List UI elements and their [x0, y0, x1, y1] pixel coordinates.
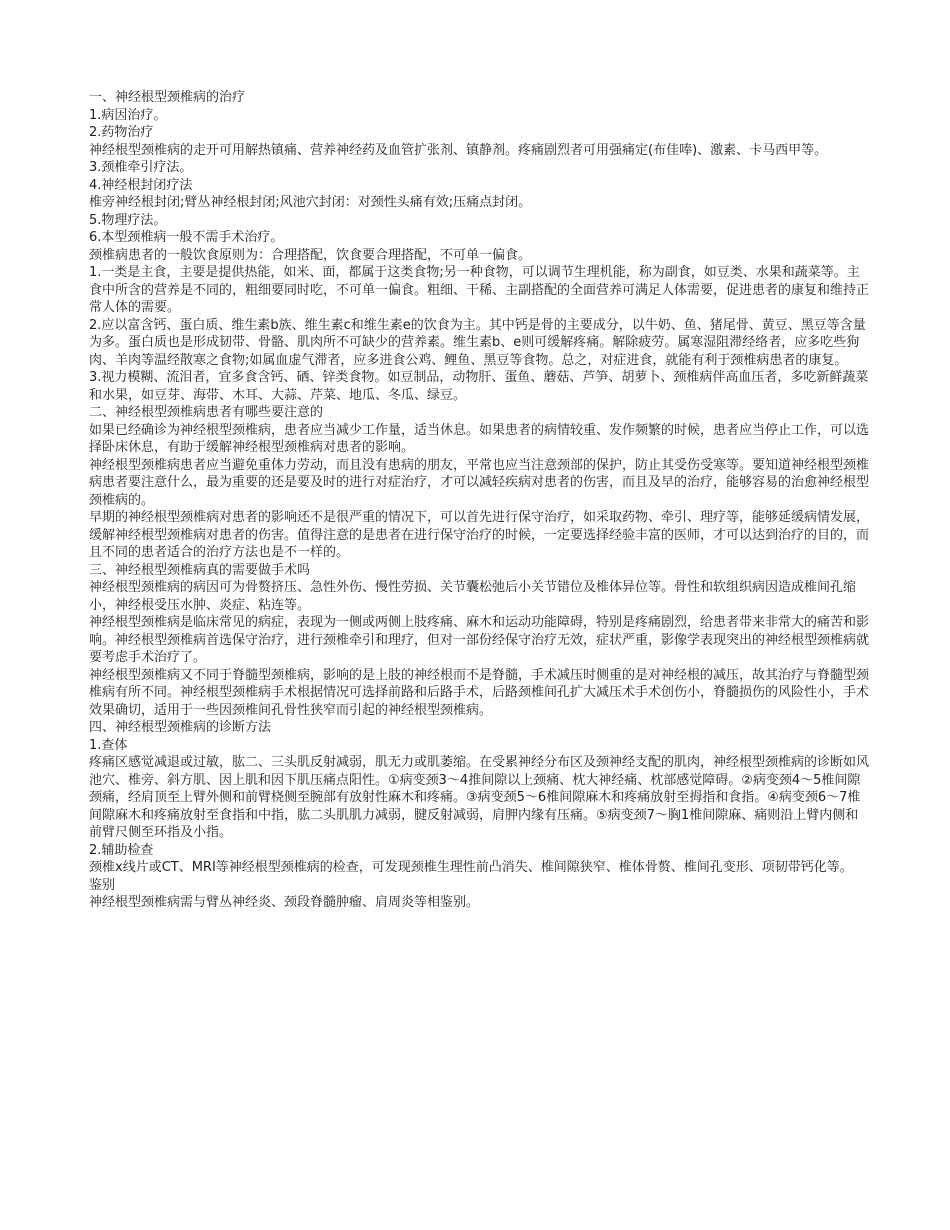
paragraph: 神经根型颈椎病需与臂丛神经炎、颈段脊髓肿瘤、肩周炎等相鉴别。: [89, 895, 480, 910]
paragraph: 颈椎x线片或CT、MRI等神经根型颈椎病的检查，可发现颈椎生理性前凸消失、椎间隙狭窄、椎体骨赘、椎间孔变形、项韧带钙化等。: [89, 860, 853, 875]
paragraph: 椎旁神经根封闭;臂丛神经根封闭;风池穴封闭：对颈性头痛有效;压痛点封闭。: [89, 195, 532, 210]
list-item: 2.药物治疗: [89, 125, 154, 140]
paragraph: 神经根型颈椎病是临床常见的病症，表现为一侧或两侧上肢疼痛、麻木和运动功能障碍，特别是疼痛剧烈，给患者带来非常大的痛苦和影响。神经根型颈椎病首选保守治疗，进行颈椎牵引和理疗，但对一部份经保守治疗无效，症状严重，影像学表现突出的神经根型颈椎病就要考虑手术治疗了。: [89, 615, 870, 665]
paragraph: 疼痛区感觉减退或过敏，肱二、三头肌反射减弱，肌无力或肌萎缩。在受累神经分布区及颈神经支配的肌肉，神经根型颈椎病的诊断如风池穴、椎旁、斜方肌、因上肌和因下肌压痛点阳性。①病变颈3～4推间隙以上颈痛、枕大神经痛、枕部感觉障碍。②病变颈4～5椎间隙颈痛，经肩顶至上臂外侧和前臂桡侧至腕部有放射性麻木和疼痛。③病变颈5～6椎间隙麻木和疼痛放射至拇指和食指。④病变颈6～7椎间隙麻木和疼痛放射至食指和中指，肱二头肌肌力减弱，腱反射减弱，肩胛内缘有压痛。⑤病变颈7～胸1椎间隙麻、痛则沿上臂内侧和前臂尺侧至环指及小指。: [89, 755, 870, 840]
paragraph: 神经根型颈椎病患者应当避免重体力劳动，而且没有患病的朋友，平常也应当注意颈部的保护，防止其受伤受寒等。要知道神经根型颈椎病患者要注意什么，最为重要的还是要及时的进行对症治疗，才可以减轻疾病对患者的伤害，而且及早的治疗，能够容易的治愈神经根型颈椎病的。: [89, 457, 870, 508]
list-item: 2.辅助检查: [89, 842, 154, 858]
subheading: 鉴别: [89, 877, 116, 893]
section-heading: 三、神经根型颈椎病真的需要做手术吗: [89, 562, 311, 578]
section-heading: 二、神经根型颈椎病患者有哪些要注意的: [89, 405, 324, 420]
list-item: 1.病因治疗。: [89, 107, 167, 123]
paragraph: 神经根型颈椎病的病因可为骨赘挤压、急性外伤、慢性劳损、关节囊松弛后小关节错位及椎体异位等。骨性和软组织病因造成椎间孔缩小，神经根受压水肿、炎症、粘连等。: [89, 580, 857, 613]
list-item: 5.物理疗法。: [89, 212, 167, 228]
list-item: 3.颈椎牵引疗法。: [89, 160, 193, 175]
list-item: 4.神经根封闭疗法: [89, 177, 193, 193]
section-heading: 一、神经根型颈椎病的治疗: [89, 90, 246, 105]
paragraph: 早期的神经根型颈椎病对患者的影响还不是很严重的情况下，可以首先进行保守治疗，如采取药物、牵引、理疗等，能够延缓病情发展，缓解神经根型颈椎病对患者的伤害。值得注意的是患者在进行保守治疗的时候，一定要选择经验丰富的医师，才可以达到治疗的目的，而且不同的患者适合的治疗方法也是不一样的。: [89, 510, 870, 560]
paragraph: 3.视力模糊、流泪者，宜多食含钙、硒、锌类食物。如豆制品，动物肝、蛋鱼、蘑菇、芦笋、胡萝卜、颈椎病伴高血压者，多吃新鲜蔬菜和水果，如豆芽、海带、木耳、大蒜、芹菜、地瓜、冬瓜、绿豆。: [89, 370, 869, 403]
paragraph: 2.应以富含钙、蛋白质、维生素b族、维生素c和维生素e的饮食为主。其中钙是骨的主要成分，以牛奶、鱼、猪尾骨、黄豆、黑豆等含量为多。蛋白质也是形成韧带、骨骼、肌肉所不可缺少的营养素。维生素b、e则可缓解疼痛。解除疲劳。属寒湿阻滞经络者，应多吃些狗肉、羊肉等温经散寒之食物;如属血虚气滞者，应多进食公鸡、鲤鱼、黑豆等食物。总之，对症进食，就能有利于颈椎病患者的康复。: [89, 317, 866, 368]
list-item: 1.查体: [89, 737, 128, 753]
document-page: [89, 89, 869, 912]
paragraph: 1.一类是主食，主要是提供热能，如米、面，都属于这类食物;另一种食物，可以调节生理机能，称为副食，如豆类、水果和蔬菜等。主食中所含的营养是不同的，粗细要同时吃，不可单一偏食。粗细、干稀、主副搭配的全面营养可满足人体需要，促进患者的康复和维持正常人体的需要。: [89, 265, 870, 315]
section-heading: 四、神经根型颈椎病的诊断方法: [89, 720, 272, 735]
list-item: 6.本型颈椎病一般不需手术治疗。: [89, 230, 284, 245]
paragraph: 颈椎病患者的一般饮食原则为：合理搭配，饮食要合理搭配，不可单一偏食。: [89, 247, 532, 263]
paragraph: 如果已经确诊为神经根型颈椎病，患者应当减少工作量，适当休息。如果患者的病情较重、发作频繁的时候，患者应当停止工作，可以选择卧床休息，有助于缓解神经根型颈椎病对患者的影响。: [89, 422, 870, 455]
paragraph: 神经根型颈椎病的走开可用解热镇痛、营养神经药及血管扩张剂、镇静剂。疼痛剧烈者可用强痛定(布佳唪)、激素、卡马西甲等。: [89, 142, 828, 158]
paragraph: 神经根型颈椎病又不同于脊髓型颈椎病，影响的是上肢的神经根而不是脊髓，手术减压时侧重的是对神经根的减压，故其治疗与脊髓型颈椎病有所不同。神经根型颈椎病手术根据情况可选择前路和后路手术，后路颈椎间孔扩大减压术手术创伤小，脊髓损伤的风险性小，手术效果确切，适用于一些因颈椎间孔骨性狭窄而引起的神经根型颈椎病。: [89, 667, 870, 718]
